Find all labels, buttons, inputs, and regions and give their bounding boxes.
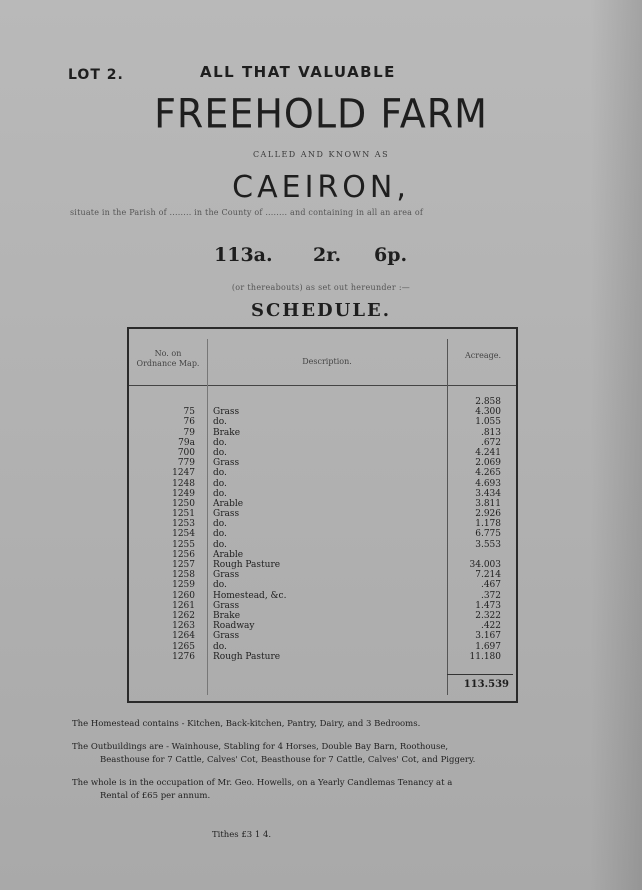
notes-section [72,718,592,813]
table-row [129,407,516,417]
description-cell: do. [213,417,227,428]
map-number-cell: 1264 [172,631,195,642]
acreage-cell: 1.055 [475,417,501,428]
map-number-cell: 1251 [172,509,195,520]
table-row [129,519,516,529]
map-number-cell: 1260 [172,590,195,601]
note-outbuildings-text: The Outbuildings are - Wainhouse, Stabling for 4 Horses, Double Bay Barn, Roothouse, [72,742,449,752]
map-number-cell: 1263 [172,621,195,632]
note-outbuildings-cont: Beasthouse for 7 Cattle, Calves' Cot, Beasthouse for 7 Cattle, Calves' Cot, and Piggery. [100,755,476,765]
table-row [129,591,516,601]
header-acreage: Acreage. [465,351,501,360]
map-number-cell: 1253 [172,519,195,530]
map-number-cell: 779 [177,458,195,469]
description-cell: Grass [213,600,240,611]
area-roods: 2r. [313,244,342,266]
map-number-cell: 1258 [172,570,195,581]
note-occupation [72,777,592,803]
acreage-cell: 6.775 [475,529,501,540]
acreage-cell: 1.473 [475,600,501,611]
note-homestead [72,718,592,731]
lot-intro: ALL THAT VALUABLE [200,63,396,81]
map-number-cell: 1249 [172,488,195,499]
description-cell: do. [213,478,227,489]
description-cell: Arable [213,549,244,560]
table-row [129,550,516,560]
description-cell: do. [213,437,227,448]
table-row [129,652,516,662]
acreage-cell: .467 [480,580,501,591]
total-rule [447,674,513,675]
description-cell: do. [213,529,227,540]
table-row [129,642,516,652]
acreage-cell: .813 [480,427,501,438]
acreage-cell: 1.178 [475,519,501,530]
description-cell: Brake [213,610,241,621]
table-row [129,438,516,448]
area-acres: 113a. [214,244,273,266]
map-number-cell: 79 [183,427,195,438]
table-row [129,580,516,590]
description-cell: Homestead, &c. [213,590,287,601]
description-cell: do. [213,539,227,550]
table-row [129,428,516,438]
table-row [129,540,516,550]
map-number-cell: 1265 [172,641,195,652]
lot-line [0,63,642,87]
table-row [129,489,516,499]
map-number-cell: 1248 [172,478,195,489]
note-occupation-text: The whole is in the occupation of Mr. Geo. Howells, on a Yearly Candlemas Tenancy at a [72,778,453,788]
map-number-cell: 1247 [172,468,195,479]
table-row [129,458,516,468]
map-number-cell: 1256 [172,549,195,560]
map-number-cell: 1262 [172,610,195,621]
description-cell: Arable [213,498,244,509]
table-row [129,468,516,478]
description-cell: Rough Pasture [213,560,281,570]
description-cell: Grass [213,570,240,581]
table-row [129,529,516,539]
description-cell: Grass [213,458,240,469]
acreage-cell: 7.214 [475,570,501,581]
acreage-cell: 11.180 [469,651,501,662]
table-row [129,611,516,621]
acreage-cell: .422 [480,621,501,632]
document-title: FREEHOLD FARM [154,90,488,138]
table-row [129,509,516,519]
table-row [129,417,516,427]
acreage-cell: 3.811 [475,498,501,509]
acreage-cell: 2.858 [475,397,501,407]
acreage-cell: 2.322 [475,610,501,621]
table-row [129,448,516,458]
acreage-cell: 4.241 [475,447,501,458]
map-number-cell: 1276 [172,651,195,662]
area-line [0,244,642,270]
description-cell: do. [213,447,227,458]
map-number-cell: 1259 [172,580,195,591]
acreage-cell: 4.693 [475,478,501,489]
map-number-cell: 1254 [172,529,195,540]
thereabouts-text: (or thereabouts) as set out hereunder :— [231,283,411,292]
map-number-cell: 1250 [172,498,195,509]
map-number-cell: 75 [183,407,195,418]
acreage-cell: 3.167 [475,631,501,642]
called-known-as: CALLED AND KNOWN AS [252,150,390,159]
lot-number: LOT 2. [68,67,124,83]
acreage-cell: 1.697 [475,641,501,652]
acreage-cell: 2.926 [475,509,501,520]
description-cell: Brake [213,427,241,438]
description-cell: do. [213,488,227,499]
description-cell: do. [213,468,227,479]
schedule-heading: SCHEDULE. [250,300,391,321]
note-homestead-text: The Homestead contains - Kitchen, Back-kitchen, Pantry, Dairy, and 3 Bedrooms. [72,719,421,729]
table-row [129,601,516,611]
description-cell: do. [213,580,227,591]
header-map-number: No. on Ordnance Map. [136,349,200,368]
description-cell: Grass [213,509,240,520]
map-number-cell: 700 [177,447,195,458]
map-number-cell: 79a [178,437,195,448]
note-outbuildings [72,741,592,767]
acreage-cell: 4.265 [475,468,501,479]
description-cell: Grass [213,407,240,418]
table-row [129,479,516,489]
description-cell: Rough Pasture [213,651,281,662]
table-body [129,397,516,662]
total-acreage: 113.539 [463,679,509,690]
table-row [129,397,516,407]
acreage-cell: 3.553 [475,539,501,550]
table-row [129,560,516,570]
map-number-cell: 76 [183,417,195,428]
area-perches: 6p. [374,244,408,266]
farm-name: CAEIRON, [232,170,410,205]
schedule-table [127,327,518,703]
acreage-cell: 34.003 [469,560,501,570]
description-cell: do. [213,519,227,530]
acreage-cell: .372 [480,590,501,601]
description-cell: Roadway [213,621,255,632]
note-occupation-cont: Rental of £65 per annum. [100,791,211,801]
situate-text: situate in the Parish of ........ in the County of ........ and containing in all an area of [70,208,424,217]
header-rule [129,385,516,386]
header-description: Description. [302,357,352,366]
table-row [129,570,516,580]
acreage-cell: .672 [480,437,501,448]
table-row [129,621,516,631]
acreage-cell: 2.069 [475,458,501,469]
acreage-cell: 3.434 [475,488,501,499]
map-number-cell: 1261 [172,600,195,611]
acreage-cell: 4.300 [475,407,501,418]
tithes-line: Tithes £3 1 4. [212,830,272,840]
map-number-cell: 1255 [172,539,195,550]
table-row [129,631,516,641]
table-row [129,499,516,509]
description-cell: do. [213,641,227,652]
description-cell: Grass [213,631,240,642]
map-number-cell: 1257 [172,560,195,570]
